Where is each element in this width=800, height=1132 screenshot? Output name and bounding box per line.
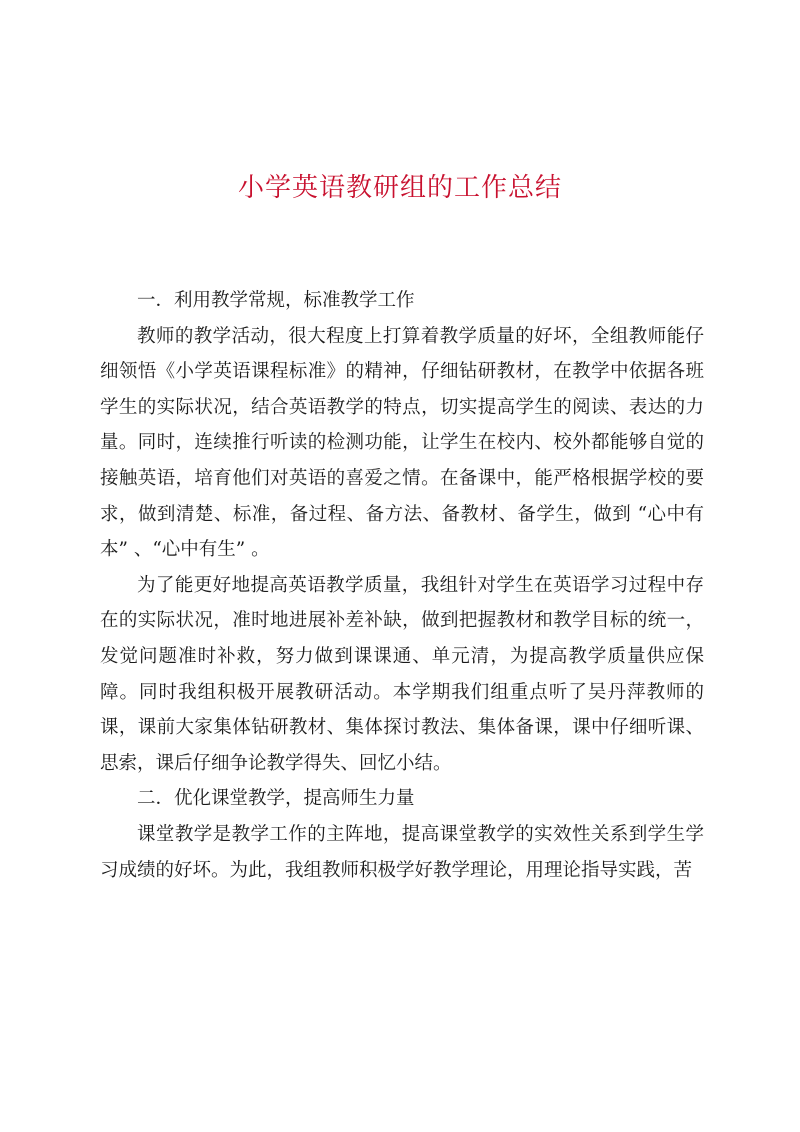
document-body [100,283,704,888]
document-title: 小学英语教研组的工作总结 [237,173,562,203]
paragraph-2: 为了能更好地提高英语教学质量，我组针对学生在英语学习过程中存在的实际状况，准时地进展补差补缺，做到把握教材和教学目标的统一，发觉问题准时补救，努力做到课课通、单元清，为提高教学质量供应保障。同时我组积极开展教研活动。本学期我们组重点听了吴丹萍教师的课，课前大家集体钻研教材、集体探讨教法、集体备课，课中仔细听课、思索，课后仔细争论教学得失、回忆小结。 [100,574,704,774]
paragraph-3: 课堂教学是教学工作的主阵地，提高课堂教学的实效性关系到学生学习成绩的好坏。为此，我组教师积极学好教学理论，用理论指导实践，苦 [100,823,704,881]
paragraph-1: 教师的教学活动，很大程度上打算着教学质量的好坏，全组教师能仔细领悟《小学英语课程标准》的精神，仔细钻研教材，在教学中依据各班学生的实际状况，结合英语教学的特点，切实提高学生的阅读、表达的力量。同时，连续推行听读的检测功能，让学生在校内、校外都能够自觉的接触英语，培育他们对英语的喜爱之情。在备课中，能严格根据学校的要求，做到清楚、标准，备过程、备方法、备教材、备学生，做到 “心中有本” 、“心中有生” 。 [100,325,704,561]
section-heading-1: 一．利用教学常规，标准教学工作 [137,290,415,311]
section-heading-2: 二．优化课堂教学，提高师生力量 [137,788,415,810]
